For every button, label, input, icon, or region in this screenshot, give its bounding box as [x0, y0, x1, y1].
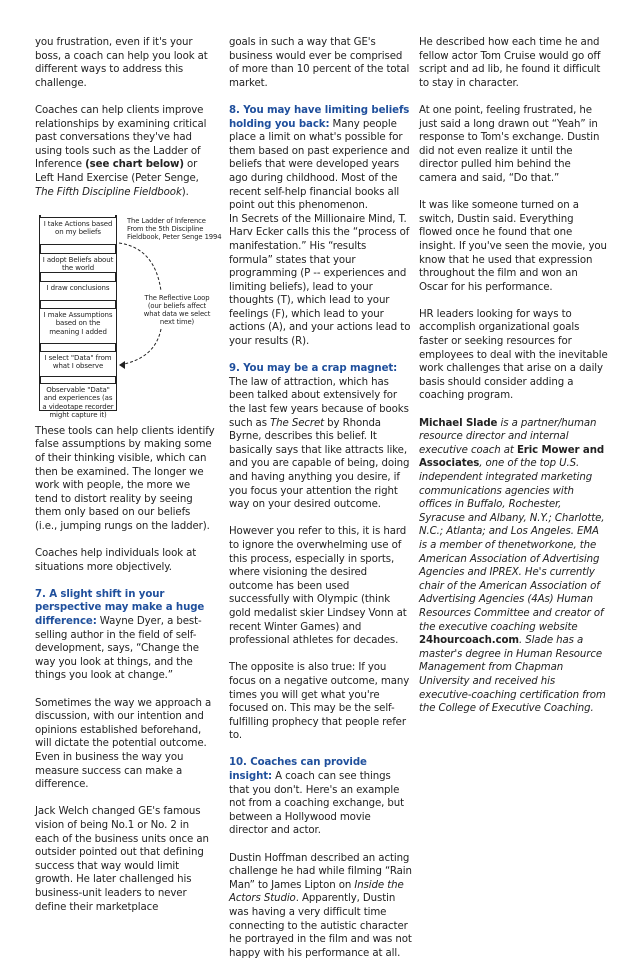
website-link[interactable]: 24hourcoach.com: [419, 635, 519, 647]
section-heading: 7. A slight shift in your perspective may make a huge difference:: [35, 588, 205, 628]
paragraph: Jack Welch changed GE's famous vision of being No.1 or No. 2 in each of the business units once an outsider pointed out that defining success that way would limit growth. He later challenged his business-unit leaders to never define their marketplace: [35, 806, 209, 913]
paragraph: Dustin Hoffman described an acting challenge he had while filming “Rain Man” to James Lipton on Inside the Actors Studio. Apparently, Dustin was having a very difficult time connecting to the autistic character he portrayed in the film and was not happy with his performance at all.: [229, 852, 412, 959]
ladder-of-inference-figure: [35, 213, 222, 419]
paragraph: 8. You may have limiting beliefs holding you back: Many people place a limit on what's possible for them based on past experience and beliefs that were developed years ago during childhood. Most of the recent self-help financial books all point out this phenomenon.: [229, 104, 410, 212]
ladder-rung: I make Assumptions based on the meaning I added: [39, 308, 117, 344]
column-3: [419, 36, 609, 729]
paragraph: HR leaders looking for ways to accomplish organizational goals faster or seeking resources for employees to deal with the inevitable work challenges that arise on a daily basis should consider adding a coaching program.: [419, 308, 608, 402]
paragraph: It was like someone turned on a switch, Dustin said. Everything flowed once he found that one insight. If you've seen the movie, you know that he used that expression throughout the film and won an Oscar for his performance.: [419, 200, 607, 293]
paragraph: However you refer to this, it is hard to ignore the overwhelming use of this process, especially in sports, where visioning the desired outcome has been used successfully with Olympic (think gold medalist skier Lindsey Vonn at recent Winter Games) and professional athletes for decades.: [229, 526, 407, 647]
section-heading: 10. Coaches can provide insight:: [229, 757, 367, 783]
reflective-loop-label: The Reflective Loop (our beliefs affect what data we select next time): [143, 293, 211, 327]
paragraph: 9. You may be a crap magnet: The law of attraction, which has been talked about extensively for the last few years because of books such as The Secret by Rhonda Byrne, describes this belief. It basically says that like attracts like, and you are capable of being, doing and having anything you desire, if you focus your attention the right way on your desired outcome.: [229, 363, 410, 511]
paragraph: These tools can help clients identify false assumptions by making some of their thinking visible, which can then be examined. The longer we work with people, the more we tend to distort reality by seeing them only based on our beliefs (i.e., jumping rungs on the ladder).: [35, 425, 215, 532]
column-1: [35, 36, 222, 928]
paragraph: The opposite is also true: If you focus on a negative outcome, many times you will get what you're focused on. This may be the self-fulfilling prophecy that people refer to.: [229, 662, 410, 742]
ladder-rung: I select "Data" from what I observe: [39, 351, 117, 377]
ladder-rung: I take Actions based on my beliefs: [39, 217, 117, 245]
ladder-title: The Ladder of Inference From the 5th Discipline Fieldbook, Peter Senge 1994: [127, 216, 222, 242]
paragraph: Coaches can help clients improve relationships by examining critical past conversations they've had using tools such as the Ladder of Inference (see chart below) or Left Hand Exercise (Peter Senge, The Fifth Discipline Fieldbook).: [35, 104, 207, 198]
section-heading: 9. You may be a crap magnet:: [229, 363, 398, 375]
paragraph: you frustration, even if it's your boss, a coach can help you look at different ways to address this challenge.: [35, 37, 208, 89]
paragraph: 10. Coaches can provide insight: A coach can see things that you don't. Here's an example not from a coaching exchange, but between a Hollywood movie director and actor.: [229, 757, 405, 837]
company-name: Eric Mower and Associates: [419, 444, 605, 470]
author-bio: Michael Slade is a partner/human resource director and internal executive coach at Eric Mower and Associates, one of the top U.S. independent integrated marketing communications agencies with offices in Buffalo, Rochester, Syracuse and Albany, N.Y.; Charlotte, N.C.; Atlanta; and Los Angeles. EMA is a member of thenetworkone, the American Association of Advertising Agencies and IPREX. He's currently chair of the American Association of Advertising Agencies (4As) Human Resources Committee and creator of the executive coaching website 24hourcoach.com. Slade has a master's degree in Human Resource Management from Chapman University and received his executive-coaching certification from the College of Executive Coaching.: [419, 417, 606, 715]
paragraph: He described how each time he and fellow actor Tom Cruise would go off script and ad lib, he found it difficult to stay in character.: [419, 37, 601, 89]
author-name: Michael Slade: [419, 417, 498, 429]
ladder-rung: I draw conclusions: [39, 281, 117, 301]
paragraph: In Secrets of the Millionaire Mind, T. Harv Ecker calls this the “process of manifestation.” His “results formula” states that your programming (P -- experiences and limiting beliefs), lead to your thoughts (T), which lead to your feelings (F), which lead to your actions (A), and your actions lead to your results (R).: [229, 213, 411, 348]
paragraph: 7. A slight shift in your perspective may make a huge difference: Wayne Dyer, a best-selling author in the field of self-development, says, “Change the way you look at things, and the things you look at change.”: [35, 588, 205, 682]
paragraph: goals in such a way that GE's business would ever be comprised of more than 10 percent of the total market.: [229, 37, 410, 89]
column-2: [229, 36, 412, 974]
paragraph: Sometimes the way we approach a discussion, with our intention and opinions established beforehand, will dictate the potential outcome. Even in business the way you measure success can make a difference.: [35, 697, 212, 791]
ladder-rung: Observable "Data" and experiences (as a videotape recorder might capture it): [39, 383, 117, 411]
ladder-rung: I adopt Beliefs about the world: [39, 253, 117, 273]
paragraph: Coaches help individuals look at situations more objectively.: [35, 548, 197, 573]
paragraph: At one point, feeling frustrated, he just said a long drawn out “Yeah” in response to Tom's exchange. Dustin did not even realize it until the director pulled him behind the camera and said, “Do that.”: [419, 104, 600, 184]
section-heading: 8. You may have limiting beliefs holding you back:: [229, 104, 410, 130]
